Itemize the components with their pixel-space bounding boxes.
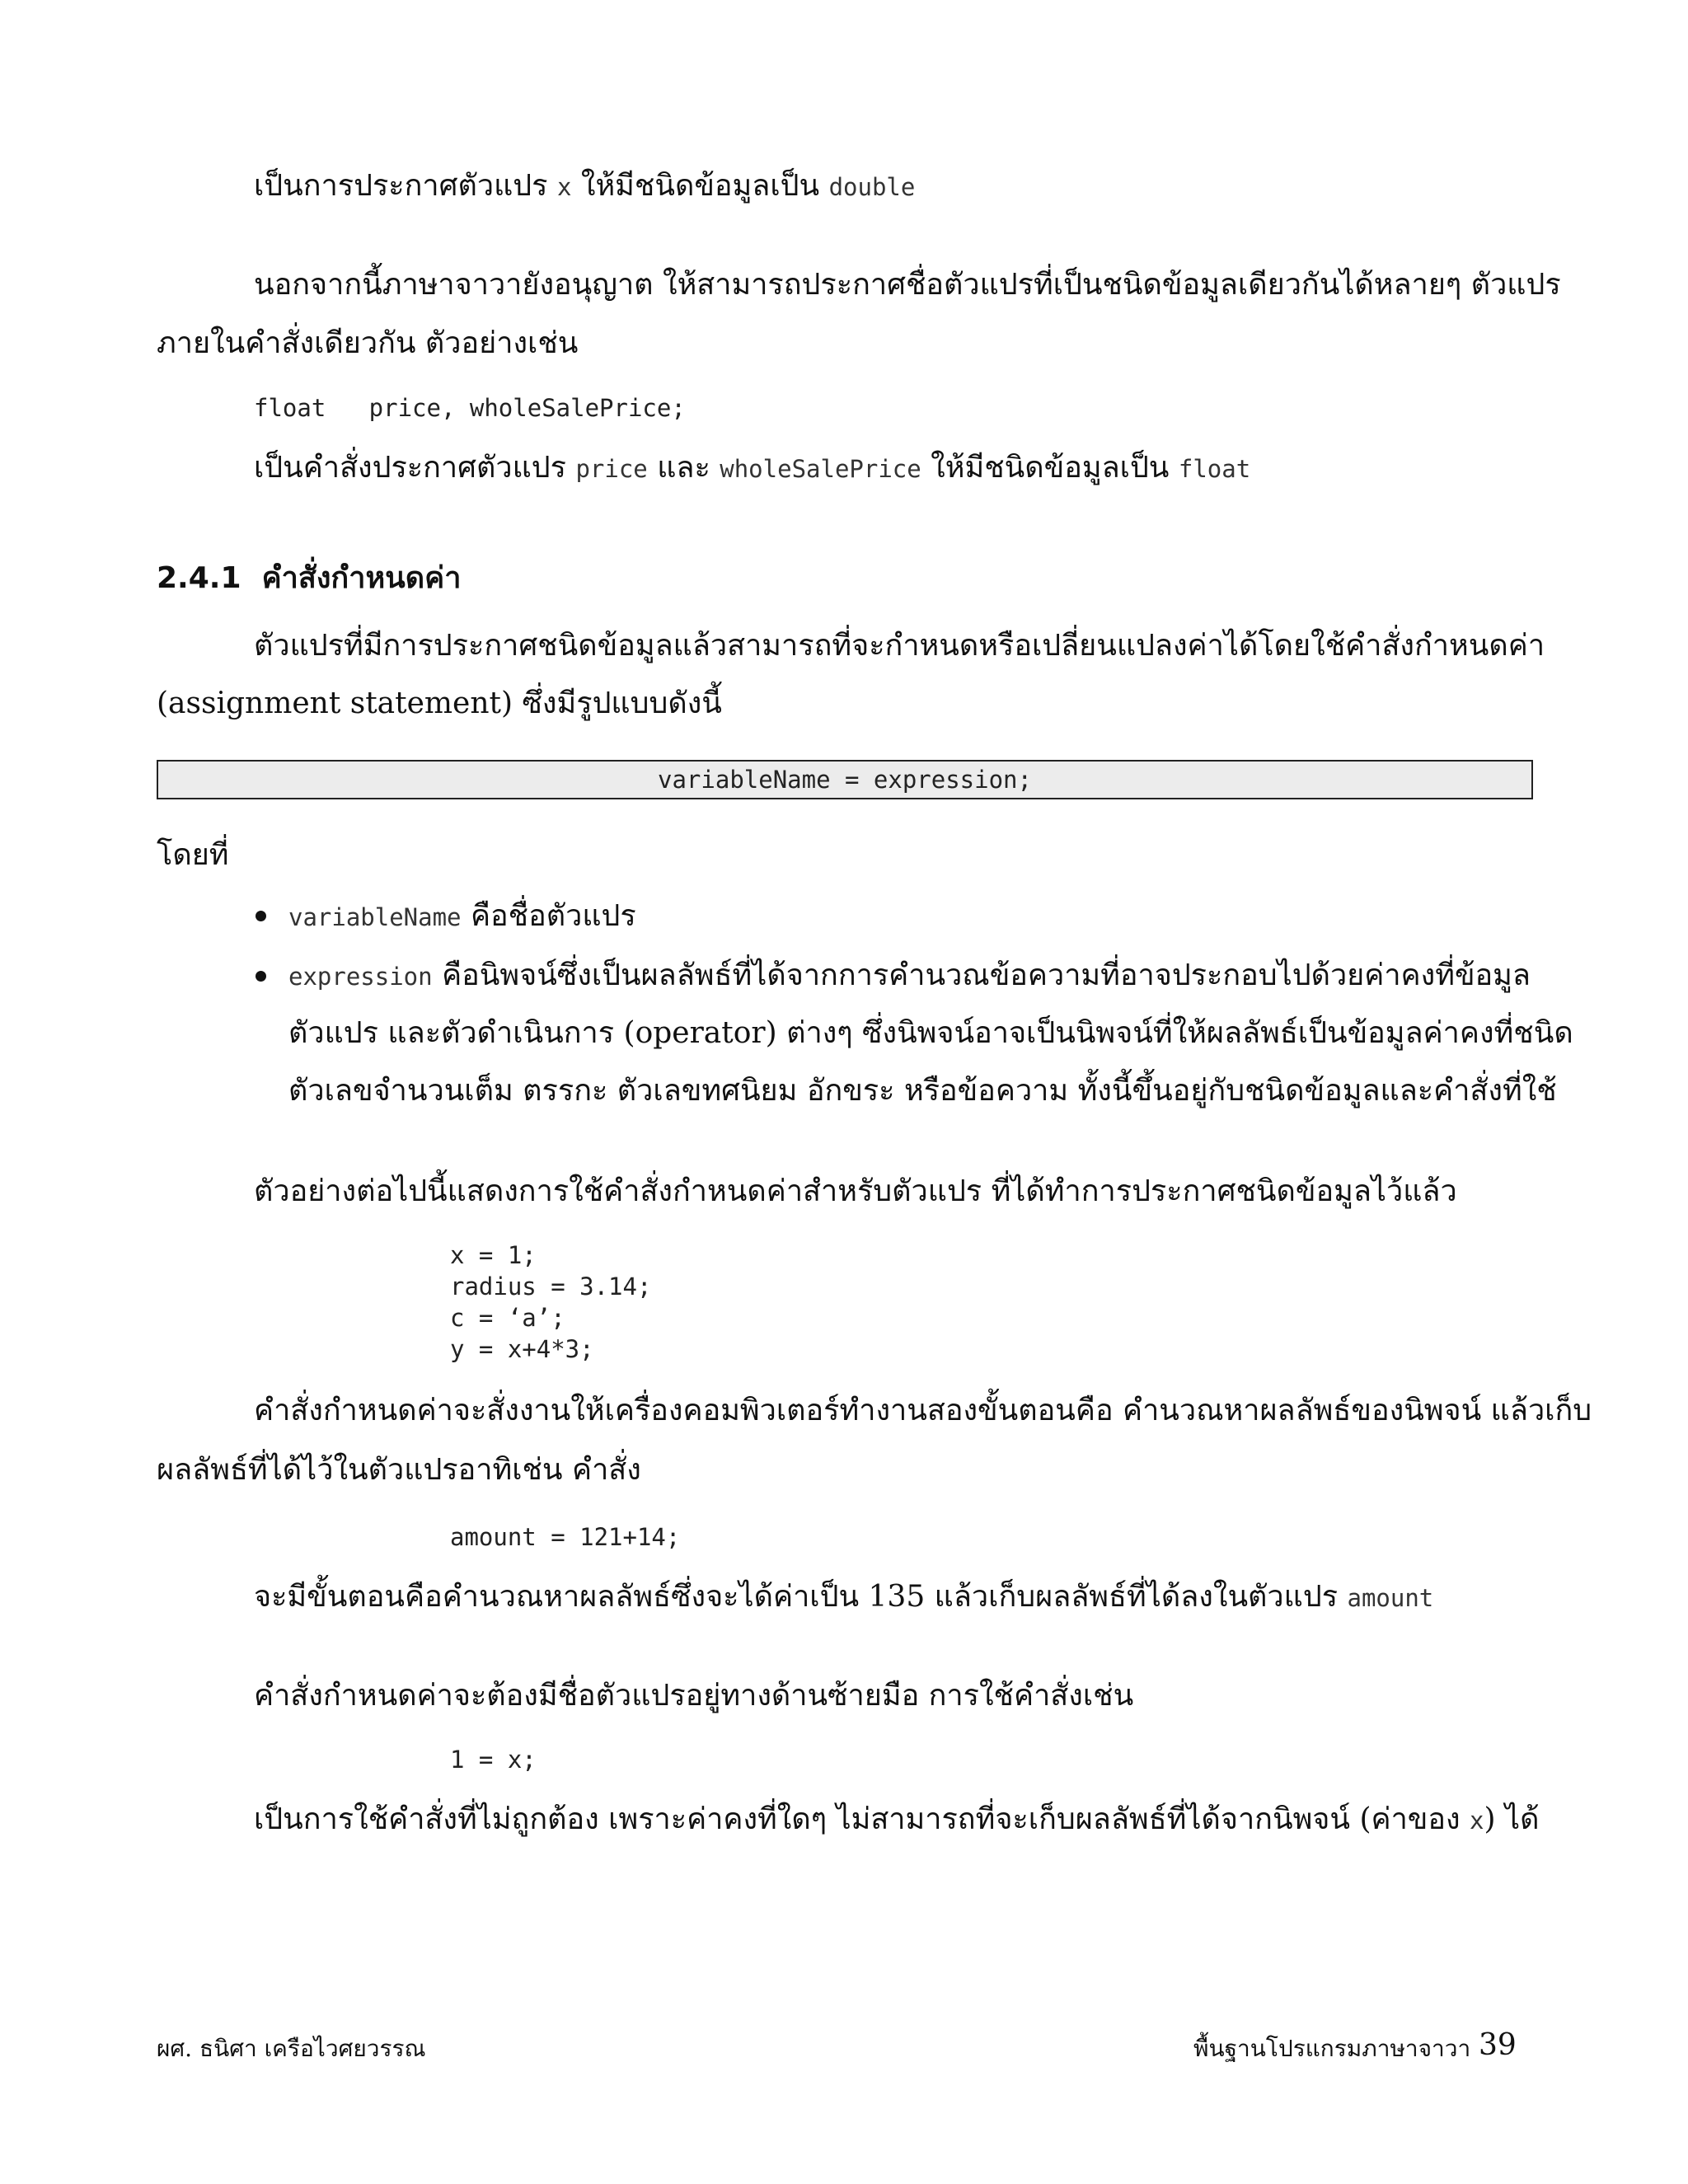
bullet-item-expression-line3: ตัวเลขจำนวนเต็ม ตรรกะ ตัวเลขทศนิยม อักขระ หรือข้อความ ทั้งนี้ขึ้นอยู่กับชนิดข้อมูลและคำสั่งที่ใช้: [288, 1074, 1557, 1108]
paragraph-assignment-line1: ตัวแปรที่มีการประกาศชนิดข้อมูลแล้วสามารถที่จะกำหนดหรือเปลี่ยนแปลงค่าได้โดยใช้คำสั่งกำหนดค่า: [254, 629, 1545, 663]
section-number: 2.4.1: [157, 561, 241, 595]
inline-code-x: x: [1470, 1807, 1484, 1835]
text: เป็นการประกาศตัวแปร: [254, 169, 548, 203]
text: จะมีขั้นตอนคือคำนวณหาผลลัพธ์ซึ่งจะได้ค่าเป็น 135 แล้วเก็บผลลัพธ์ที่ได้ลงในตัวแปร: [254, 1580, 1339, 1614]
text: ให้มีชนิดข้อมูลเป็น: [931, 451, 1170, 485]
code-line: x = 1;: [450, 1241, 537, 1269]
paragraph-example-intro: ตัวอย่างต่อไปนี้แสดงการใช้คำสั่งกำหนดค่าสำหรับตัวแปร ที่ได้ทำการประกาศชนิดข้อมูลไว้แล้ว: [254, 1174, 1457, 1208]
bullet-text: คือนิพจน์ซึ่งเป็นผลลัพธ์ที่ได้จากการคำนวณข้อความที่อาจประกอบไปด้วยค่าคงที่ข้อมูล: [442, 958, 1531, 992]
paragraph-left-side-rule: คำสั่งกำหนดค่าจะต้องมีชื่อตัวแปรอยู่ทางด้านซ้ายมือ การใช้คำสั่งเช่น: [254, 1679, 1134, 1713]
text: เป็นการใช้คำสั่งที่ไม่ถูกต้อง เพราะค่าคงที่ใดๆ ไม่สามารถที่จะเก็บผลลัพธ์ที่ได้จากนิพจน์ (ค่าของ: [254, 1802, 1461, 1836]
inline-code-expression: expression: [288, 963, 433, 991]
paragraph-multiple-vars-line1: นอกจากนี้ภาษาจาวายังอนุญาต ให้สามารถประกาศชื่อตัวแปรที่เป็นชนิดข้อมูลเดียวกันได้หลายๆ ตัวแปร: [254, 268, 1561, 302]
text: เป็นคำสั่งประกาศตัวแปร: [254, 451, 566, 485]
section-heading: [157, 559, 461, 598]
bullet-item-expression: [288, 956, 1531, 996]
where-label: โดยที่: [157, 838, 229, 872]
inline-code-type: double: [828, 173, 916, 201]
paragraph-multiple-vars-line2: ภายในคำสั่งเดียวกัน ตัวอย่างเช่น: [157, 326, 579, 360]
footer-author: ผศ. ธนิศา เครือไวศยวรรณ: [157, 2035, 426, 2062]
code-float-declaration: float price, wholeSalePrice;: [254, 394, 686, 422]
inline-code-wholesaleprice: wholeSalePrice: [720, 455, 921, 483]
paragraph-assignment-line2: (assignment statement) ซึ่งมีรูปแบบดังนี้: [157, 687, 722, 720]
paragraph-invalid-explanation: [254, 1800, 1540, 1840]
footer-book-title: พื้นฐานโปรแกรมภาษาจาวา: [1193, 2035, 1471, 2062]
paragraph-declare-double: [254, 166, 915, 207]
section-title: คำสั่งกำหนดค่า: [261, 561, 462, 595]
code-amount: amount = 121+14;: [450, 1523, 681, 1551]
text: และ: [657, 451, 710, 485]
text: ) ได้: [1484, 1802, 1540, 1836]
inline-code-float: float: [1178, 455, 1251, 483]
paragraph-declare-float: [254, 448, 1250, 489]
text: ให้มีชนิดข้อมูลเป็น: [580, 169, 820, 203]
syntax-box: variableName = expression;: [157, 760, 1533, 799]
code-line: c = ‘a’;: [450, 1304, 565, 1332]
code-line: y = x+4*3;: [450, 1335, 594, 1363]
paragraph-two-steps-line1: คำสั่งกำหนดค่าจะสั่งงานให้เครื่องคอมพิวเตอร์ทำงานสองขั้นตอนคือ คำนวณหาผลลัพธ์ของนิพจน์ แล้วเก็บ: [254, 1394, 1592, 1427]
paragraph-two-steps-line2: ผลลัพธ์ที่ได้ไว้ในตัวแปรอาทิเช่น คำสั่ง: [157, 1453, 641, 1487]
bullet-dot: [256, 971, 266, 982]
inline-code-amount: amount: [1347, 1584, 1434, 1612]
bullet-text: คือชื่อตัวแปร: [470, 899, 636, 933]
bullet-dot: [256, 911, 266, 921]
inline-code-var: x: [556, 173, 572, 201]
code-invalid-assignment: 1 = x;: [450, 1746, 537, 1774]
inline-code-variablename: variableName: [288, 903, 462, 931]
paragraph-compute-135: [254, 1577, 1433, 1618]
inline-code-price: price: [575, 455, 648, 483]
bullet-item-expression-line2: ตัวแปร และตัวดำเนินการ (operator) ต่างๆ ซึ่งนิพจน์อาจเป็นนิพจน์ที่ให้ผลลัพธ์เป็นข้อมูลค่าคงที่ชนิด: [288, 1016, 1573, 1050]
code-line: radius = 3.14;: [450, 1272, 652, 1301]
bullet-item-variablename: [288, 897, 636, 937]
page-number: 39: [1479, 2028, 1517, 2062]
